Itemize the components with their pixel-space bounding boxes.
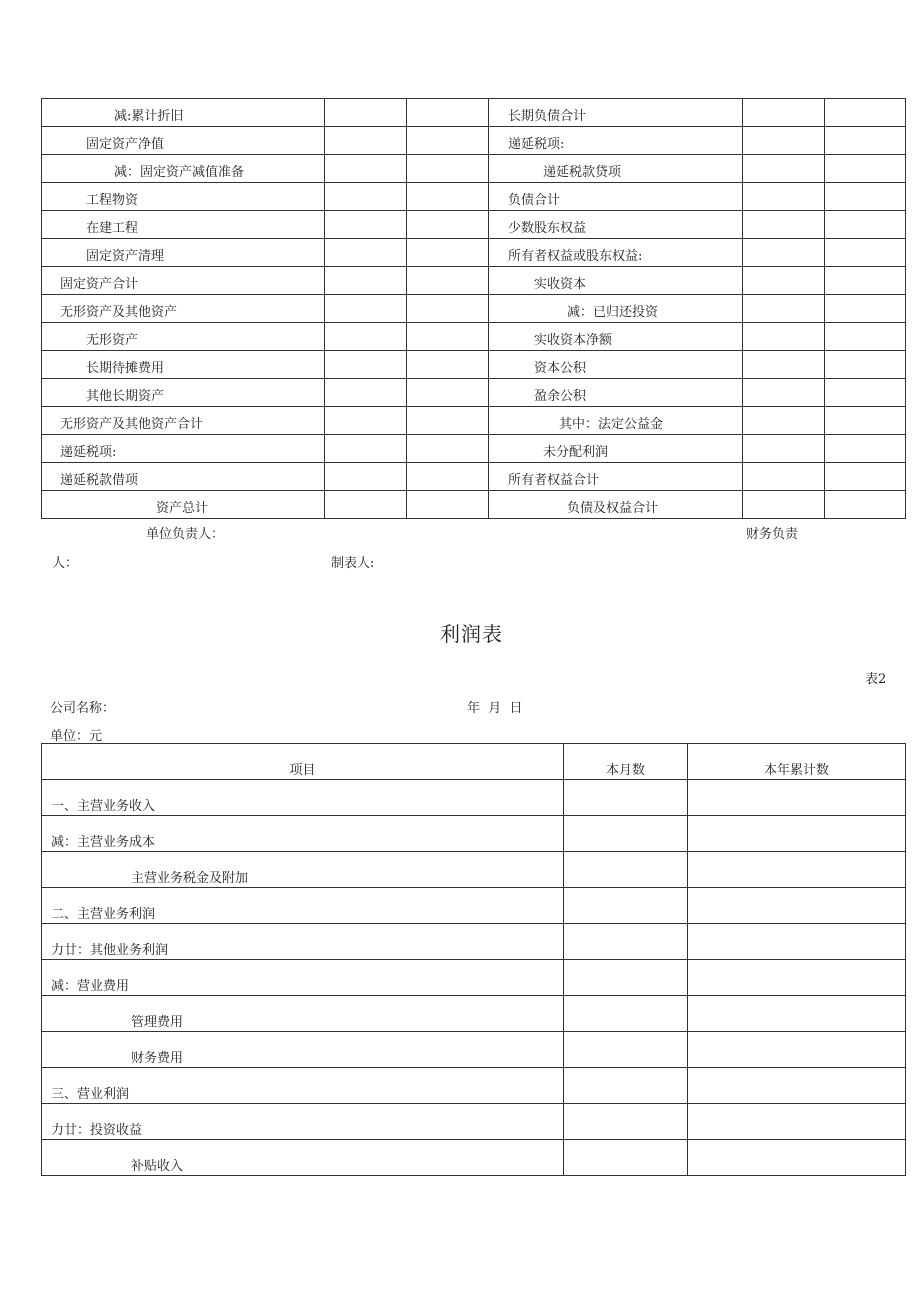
preparer-label: 制表人: <box>331 556 375 571</box>
liability-item-label: 未分配利润 <box>489 435 743 463</box>
asset-amount-cell <box>407 491 489 519</box>
table-row <box>42 996 906 1032</box>
liability-amount-cell <box>743 239 825 267</box>
liability-amount-cell <box>825 491 906 519</box>
asset-amount-cell <box>407 379 489 407</box>
asset-amount-cell <box>325 155 407 183</box>
table-row <box>42 1104 906 1140</box>
asset-item-label: 递延税项: <box>42 435 325 463</box>
income-item-label: 财务费用 <box>42 1032 564 1068</box>
table-row <box>42 239 906 267</box>
liability-amount-cell <box>743 407 825 435</box>
asset-item-label: 长期待摊费用 <box>42 351 325 379</box>
month-amount-cell <box>564 996 688 1032</box>
month-amount-cell <box>564 1104 688 1140</box>
asset-amount-cell <box>407 267 489 295</box>
table-row <box>42 183 906 211</box>
asset-item-label: 无形资产及其他资产 <box>42 295 325 323</box>
asset-item-label: 固定资产合计 <box>42 267 325 295</box>
asset-item-label: 减：固定资产减值准备 <box>42 155 325 183</box>
liability-item-label: 盈余公积 <box>489 379 743 407</box>
liability-amount-cell <box>743 295 825 323</box>
table-row <box>42 435 906 463</box>
month-amount-cell <box>564 888 688 924</box>
table-row <box>42 379 906 407</box>
asset-amount-cell <box>325 407 407 435</box>
asset-amount-cell <box>407 211 489 239</box>
ytd-amount-cell <box>688 888 906 924</box>
asset-amount-cell <box>325 463 407 491</box>
asset-item-label: 减:累计折旧 <box>42 99 325 127</box>
liability-amount-cell <box>825 127 906 155</box>
table-row <box>42 960 906 996</box>
asset-amount-cell <box>407 183 489 211</box>
header-item: 项目 <box>42 744 564 780</box>
income-item-label: 补贴收入 <box>42 1140 564 1176</box>
liability-item-label: 其中：法定公益金 <box>489 407 743 435</box>
ytd-amount-cell <box>688 1068 906 1104</box>
asset-amount-cell <box>325 323 407 351</box>
asset-amount-cell <box>325 435 407 463</box>
asset-amount-cell <box>407 295 489 323</box>
asset-item-label: 固定资产清理 <box>42 239 325 267</box>
asset-item-label: 固定资产净值 <box>42 127 325 155</box>
liability-amount-cell <box>825 99 906 127</box>
liability-amount-cell <box>825 267 906 295</box>
table-row <box>42 351 906 379</box>
liability-amount-cell <box>743 127 825 155</box>
asset-amount-cell <box>407 239 489 267</box>
income-item-label: 减：营业费用 <box>42 960 564 996</box>
asset-amount-cell <box>407 323 489 351</box>
liability-amount-cell <box>743 183 825 211</box>
header-month: 本月数 <box>564 744 688 780</box>
liability-amount-cell <box>743 351 825 379</box>
unit-label: 单位：元 <box>50 729 103 744</box>
finance-head-label-cont: 人： <box>52 556 79 571</box>
ytd-amount-cell <box>688 1032 906 1068</box>
asset-amount-cell <box>325 99 407 127</box>
liability-amount-cell <box>825 463 906 491</box>
asset-amount-cell <box>407 127 489 155</box>
month-amount-cell <box>564 780 688 816</box>
month-amount-cell <box>564 1032 688 1068</box>
liability-item-label: 所有者权益或股东权益: <box>489 239 743 267</box>
liability-amount-cell <box>825 155 906 183</box>
table-row <box>42 1032 906 1068</box>
liability-item-label: 少数股东权益 <box>489 211 743 239</box>
liability-item-label: 资本公积 <box>489 351 743 379</box>
table-row <box>42 323 906 351</box>
table-row <box>42 780 906 816</box>
liability-amount-cell <box>825 435 906 463</box>
liability-amount-cell <box>825 183 906 211</box>
liability-amount-cell <box>825 239 906 267</box>
asset-item-label: 无形资产 <box>42 323 325 351</box>
liability-item-label: 长期负债合计 <box>489 99 743 127</box>
table-header-row <box>42 744 906 780</box>
liability-item-label: 减：已归还投资 <box>489 295 743 323</box>
liability-amount-cell <box>743 211 825 239</box>
table-row <box>42 407 906 435</box>
liability-amount-cell <box>825 323 906 351</box>
table-row <box>42 888 906 924</box>
asset-item-label: 递延税款借项 <box>42 463 325 491</box>
ytd-amount-cell <box>688 960 906 996</box>
income-item-label: 减：主营业务成本 <box>42 816 564 852</box>
finance-head-label: 财务负责 <box>746 527 799 542</box>
asset-item-label: 在建工程 <box>42 211 325 239</box>
ytd-amount-cell <box>688 996 906 1032</box>
income-statement-title: 利润表 <box>440 622 503 646</box>
asset-amount-cell <box>325 239 407 267</box>
income-item-label: 管理费用 <box>42 996 564 1032</box>
month-amount-cell <box>564 1140 688 1176</box>
table-number: 表2 <box>865 672 887 687</box>
table-row <box>42 1068 906 1104</box>
month-amount-cell <box>564 816 688 852</box>
month-amount-cell <box>564 924 688 960</box>
asset-amount-cell <box>407 435 489 463</box>
ytd-amount-cell <box>688 924 906 960</box>
asset-amount-cell <box>325 267 407 295</box>
liability-amount-cell <box>743 435 825 463</box>
month-amount-cell <box>564 960 688 996</box>
liability-amount-cell <box>743 267 825 295</box>
liability-amount-cell <box>825 295 906 323</box>
company-name-label: 公司名称： <box>50 701 116 716</box>
ytd-amount-cell <box>688 1140 906 1176</box>
table-row <box>42 924 906 960</box>
income-item-label: 主营业务税金及附加 <box>42 852 564 888</box>
ytd-amount-cell <box>688 1104 906 1140</box>
liability-item-label: 实收资本 <box>489 267 743 295</box>
table-row <box>42 1140 906 1176</box>
header-ytd: 本年累计数 <box>688 744 906 780</box>
asset-amount-cell <box>407 99 489 127</box>
table-row <box>42 463 906 491</box>
liability-item-label: 递延税项: <box>489 127 743 155</box>
liability-amount-cell <box>825 351 906 379</box>
liability-amount-cell <box>825 407 906 435</box>
table-row <box>42 155 906 183</box>
table-row <box>42 852 906 888</box>
ytd-amount-cell <box>688 816 906 852</box>
income-item-label: 力廿：其他业务利润 <box>42 924 564 960</box>
liability-amount-cell <box>743 323 825 351</box>
asset-amount-cell <box>407 463 489 491</box>
liability-item-label: 所有者权益合计 <box>489 463 743 491</box>
liability-amount-cell <box>825 211 906 239</box>
asset-amount-cell <box>325 127 407 155</box>
table-row <box>42 816 906 852</box>
month-amount-cell <box>564 852 688 888</box>
liability-amount-cell <box>743 491 825 519</box>
liability-amount-cell <box>743 99 825 127</box>
asset-amount-cell <box>325 351 407 379</box>
asset-amount-cell <box>407 407 489 435</box>
balance-sheet-table <box>41 98 906 519</box>
liability-item-label: 负债及权益合计 <box>489 491 743 519</box>
asset-amount-cell <box>325 491 407 519</box>
asset-amount-cell <box>407 155 489 183</box>
table-row <box>42 99 906 127</box>
table-row <box>42 127 906 155</box>
income-item-label: 三、营业利润 <box>42 1068 564 1104</box>
asset-item-label: 资产总计 <box>42 491 325 519</box>
income-item-label: 一、主营业务收入 <box>42 780 564 816</box>
table-row <box>42 295 906 323</box>
ytd-amount-cell <box>688 780 906 816</box>
liability-item-label: 负债合计 <box>489 183 743 211</box>
liability-item-label: 递延税款贷项 <box>489 155 743 183</box>
asset-item-label: 其他长期资产 <box>42 379 325 407</box>
asset-item-label: 无形资产及其他资产合计 <box>42 407 325 435</box>
month-amount-cell <box>564 1068 688 1104</box>
liability-amount-cell <box>743 155 825 183</box>
liability-amount-cell <box>743 379 825 407</box>
liability-amount-cell <box>743 463 825 491</box>
asset-amount-cell <box>325 211 407 239</box>
income-item-label: 力廿：投资收益 <box>42 1104 564 1140</box>
liability-item-label: 实收资本净额 <box>489 323 743 351</box>
asset-item-label: 工程物资 <box>42 183 325 211</box>
income-statement-table <box>41 743 906 1176</box>
table-row <box>42 211 906 239</box>
date-label: 年 月 日 <box>467 701 523 716</box>
table-row <box>42 491 906 519</box>
ytd-amount-cell <box>688 852 906 888</box>
asset-amount-cell <box>407 351 489 379</box>
asset-amount-cell <box>325 295 407 323</box>
asset-amount-cell <box>325 183 407 211</box>
liability-amount-cell <box>825 379 906 407</box>
income-item-label: 二、主营业务利润 <box>42 888 564 924</box>
asset-amount-cell <box>325 379 407 407</box>
table-row <box>42 267 906 295</box>
unit-head-label: 单位负责人： <box>146 527 225 542</box>
